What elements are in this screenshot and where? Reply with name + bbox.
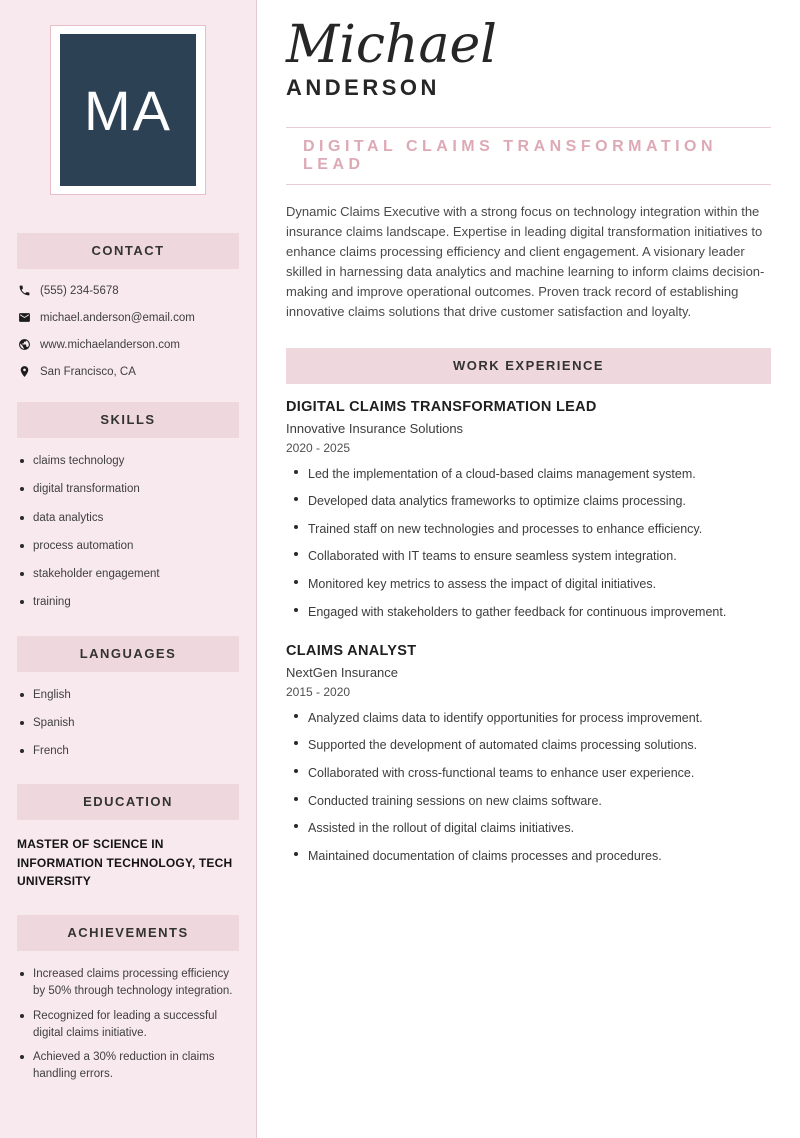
job-bullet-text: Collaborated with IT teams to ensure seamless system integration. bbox=[308, 549, 677, 564]
bullet-dot bbox=[20, 516, 24, 520]
job-bullet bbox=[294, 736, 771, 754]
sidebar bbox=[0, 0, 257, 1138]
contact-website-text: www.michaelanderson.com bbox=[40, 338, 180, 351]
bullet-dot bbox=[294, 769, 298, 773]
skills-heading: SKILLS bbox=[17, 402, 239, 438]
contact-email-text: michael.anderson@email.com bbox=[40, 311, 195, 324]
bullet-dot bbox=[20, 572, 24, 576]
bullet-dot bbox=[294, 852, 298, 856]
job-company: Innovative Insurance Solutions bbox=[286, 420, 464, 436]
job-bullet-text: Engaged with stakeholders to gather feedback for continuous improvement. bbox=[308, 604, 727, 619]
languages-list bbox=[17, 687, 239, 761]
job-bullet-text: Maintained documentation of claims processes and procedures. bbox=[308, 848, 662, 863]
skill-item bbox=[20, 481, 239, 498]
job-bullet bbox=[294, 465, 771, 483]
bullet-dot bbox=[20, 721, 24, 725]
job-entry bbox=[286, 399, 771, 621]
language-label: Spanish bbox=[33, 716, 75, 729]
bullet-dot bbox=[294, 797, 298, 801]
job-bullet-text: Monitored key metrics to assess the impact of digital initiatives. bbox=[308, 577, 657, 592]
job-bullet-text: Analyzed claims data to identify opportunities for process improvement. bbox=[308, 710, 703, 725]
job-bullet bbox=[294, 709, 771, 727]
bullet-dot bbox=[294, 552, 298, 556]
language-label: English bbox=[33, 688, 71, 701]
skills-list bbox=[17, 453, 239, 612]
job-bullet bbox=[294, 575, 771, 593]
job-title: CLAIMS ANALYST bbox=[286, 642, 417, 659]
job-bullet bbox=[294, 520, 771, 538]
job-company: NextGen Insurance bbox=[286, 664, 399, 680]
job-bullet-text: Trained staff on new technologies and processes to enhance efficiency. bbox=[308, 521, 703, 536]
first-name: Michael bbox=[286, 15, 497, 75]
job-bullet bbox=[294, 792, 771, 810]
contact-email bbox=[17, 311, 239, 324]
education-section bbox=[17, 784, 239, 891]
phone-icon bbox=[17, 284, 31, 297]
achievement-item bbox=[20, 1008, 239, 1043]
job-bullet bbox=[294, 819, 771, 837]
professional-summary: Dynamic Claims Executive with a strong focus on technology integration within the insurance claims landscape. Expertise in leading digital transformation initiatives to enhance claims processing efficiency and client engagement. A visionary leader skilled in harnessing data analytics and machine learning to inform claims decision-making and improve operational outcomes. Proven track record of establishing innovative claims solutions that drive customer satisfaction and loyalty. bbox=[286, 203, 765, 319]
job-bullet bbox=[294, 603, 771, 621]
job-title: DIGITAL CLAIMS TRANSFORMATION LEAD bbox=[286, 398, 597, 415]
skill-label: process automation bbox=[33, 539, 134, 552]
bullet-dot bbox=[20, 459, 24, 463]
globe-icon bbox=[17, 338, 31, 351]
skill-item bbox=[20, 566, 239, 583]
skill-item bbox=[20, 453, 239, 470]
job-bullet bbox=[294, 764, 771, 782]
job-bullet-text: Supported the development of automated claims processing solutions. bbox=[308, 738, 698, 753]
language-item bbox=[20, 715, 239, 732]
contact-phone-text: (555) 234-5678 bbox=[40, 284, 119, 297]
bullet-dot bbox=[20, 972, 24, 976]
profile-initials: MA bbox=[60, 34, 196, 186]
achievement-text: Recognized for leading a successful digital claims initiative. bbox=[33, 1009, 218, 1039]
bullet-dot bbox=[20, 693, 24, 697]
resume-headline: DIGITAL CLAIMS TRANSFORMATION LEAD bbox=[303, 137, 718, 173]
language-item bbox=[20, 687, 239, 704]
job-dates: 2020 - 2025 bbox=[286, 440, 351, 455]
job-bullet bbox=[294, 847, 771, 865]
languages-section bbox=[17, 636, 239, 761]
language-item bbox=[20, 743, 239, 760]
headline-block bbox=[286, 127, 771, 185]
education-degree: MASTER OF SCIENCE IN INFORMATION TECHNOLOGY, TECH UNIVERSITY bbox=[17, 837, 233, 889]
languages-heading: LANGUAGES bbox=[17, 636, 239, 672]
achievements-list bbox=[17, 966, 239, 1084]
bullet-dot bbox=[20, 600, 24, 604]
bullet-dot bbox=[294, 580, 298, 584]
bullet-dot bbox=[20, 1055, 24, 1059]
bullet-dot bbox=[294, 470, 298, 474]
envelope-icon bbox=[17, 311, 31, 324]
skill-label: data analytics bbox=[33, 511, 104, 524]
job-bullet-text: Conducted training sessions on new claims software. bbox=[308, 793, 602, 808]
location-pin-icon bbox=[17, 365, 31, 378]
job-bullet-text: Developed data analytics frameworks to optimize claims processing. bbox=[308, 494, 686, 509]
bullet-dot bbox=[20, 487, 24, 491]
job-bullet bbox=[294, 547, 771, 565]
skill-label: stakeholder engagement bbox=[33, 568, 160, 580]
skill-label: digital transformation bbox=[33, 483, 140, 496]
job-bullet-list bbox=[286, 709, 771, 865]
skill-label: training bbox=[33, 596, 71, 609]
job-dates: 2015 - 2020 bbox=[286, 684, 351, 699]
achievement-text: Achieved a 30% reduction in claims handling errors. bbox=[33, 1051, 215, 1081]
contact-phone bbox=[17, 284, 239, 297]
achievements-heading: ACHIEVEMENTS bbox=[17, 915, 239, 951]
headline-rule-bottom bbox=[286, 184, 771, 185]
skill-item bbox=[20, 594, 239, 611]
education-heading: EDUCATION bbox=[17, 784, 239, 820]
achievement-text: Increased claims processing efficiency by 50% through technology integration. bbox=[33, 968, 233, 998]
job-bullet-text: Assisted in the rollout of digital claims initiatives. bbox=[308, 821, 575, 836]
bullet-dot bbox=[294, 714, 298, 718]
contact-website bbox=[17, 338, 239, 351]
job-bullet-text: Collaborated with cross-functional teams to enhance user experience. bbox=[308, 766, 695, 781]
bullet-dot bbox=[20, 1014, 24, 1018]
job-entry bbox=[286, 643, 771, 865]
job-bullet bbox=[294, 492, 771, 510]
job-bullet-list bbox=[286, 465, 771, 621]
job-bullet-text: Led the implementation of a cloud-based claims management system. bbox=[308, 466, 696, 481]
skill-item bbox=[20, 510, 239, 527]
contact-section bbox=[17, 233, 239, 378]
skill-label: claims technology bbox=[33, 455, 125, 467]
bullet-dot bbox=[294, 608, 298, 612]
bullet-dot bbox=[294, 525, 298, 529]
name-block bbox=[286, 15, 771, 101]
profile-photo-frame bbox=[50, 25, 206, 195]
bullet-dot bbox=[20, 544, 24, 548]
main-content bbox=[257, 0, 800, 1138]
bullet-dot bbox=[294, 824, 298, 828]
achievement-item bbox=[20, 966, 239, 1001]
language-label: French bbox=[33, 745, 69, 757]
contact-location-text: San Francisco, CA bbox=[40, 365, 136, 378]
bullet-dot bbox=[294, 741, 298, 745]
skill-item bbox=[20, 538, 239, 555]
last-name: ANDERSON bbox=[286, 74, 440, 100]
bullet-dot bbox=[294, 497, 298, 501]
contact-heading: CONTACT bbox=[17, 233, 239, 269]
work-experience-heading: WORK EXPERIENCE bbox=[286, 348, 771, 384]
achievements-section bbox=[17, 915, 239, 1084]
achievement-item bbox=[20, 1049, 239, 1084]
contact-location bbox=[17, 365, 239, 378]
skills-section bbox=[17, 402, 239, 612]
bullet-dot bbox=[20, 749, 24, 753]
